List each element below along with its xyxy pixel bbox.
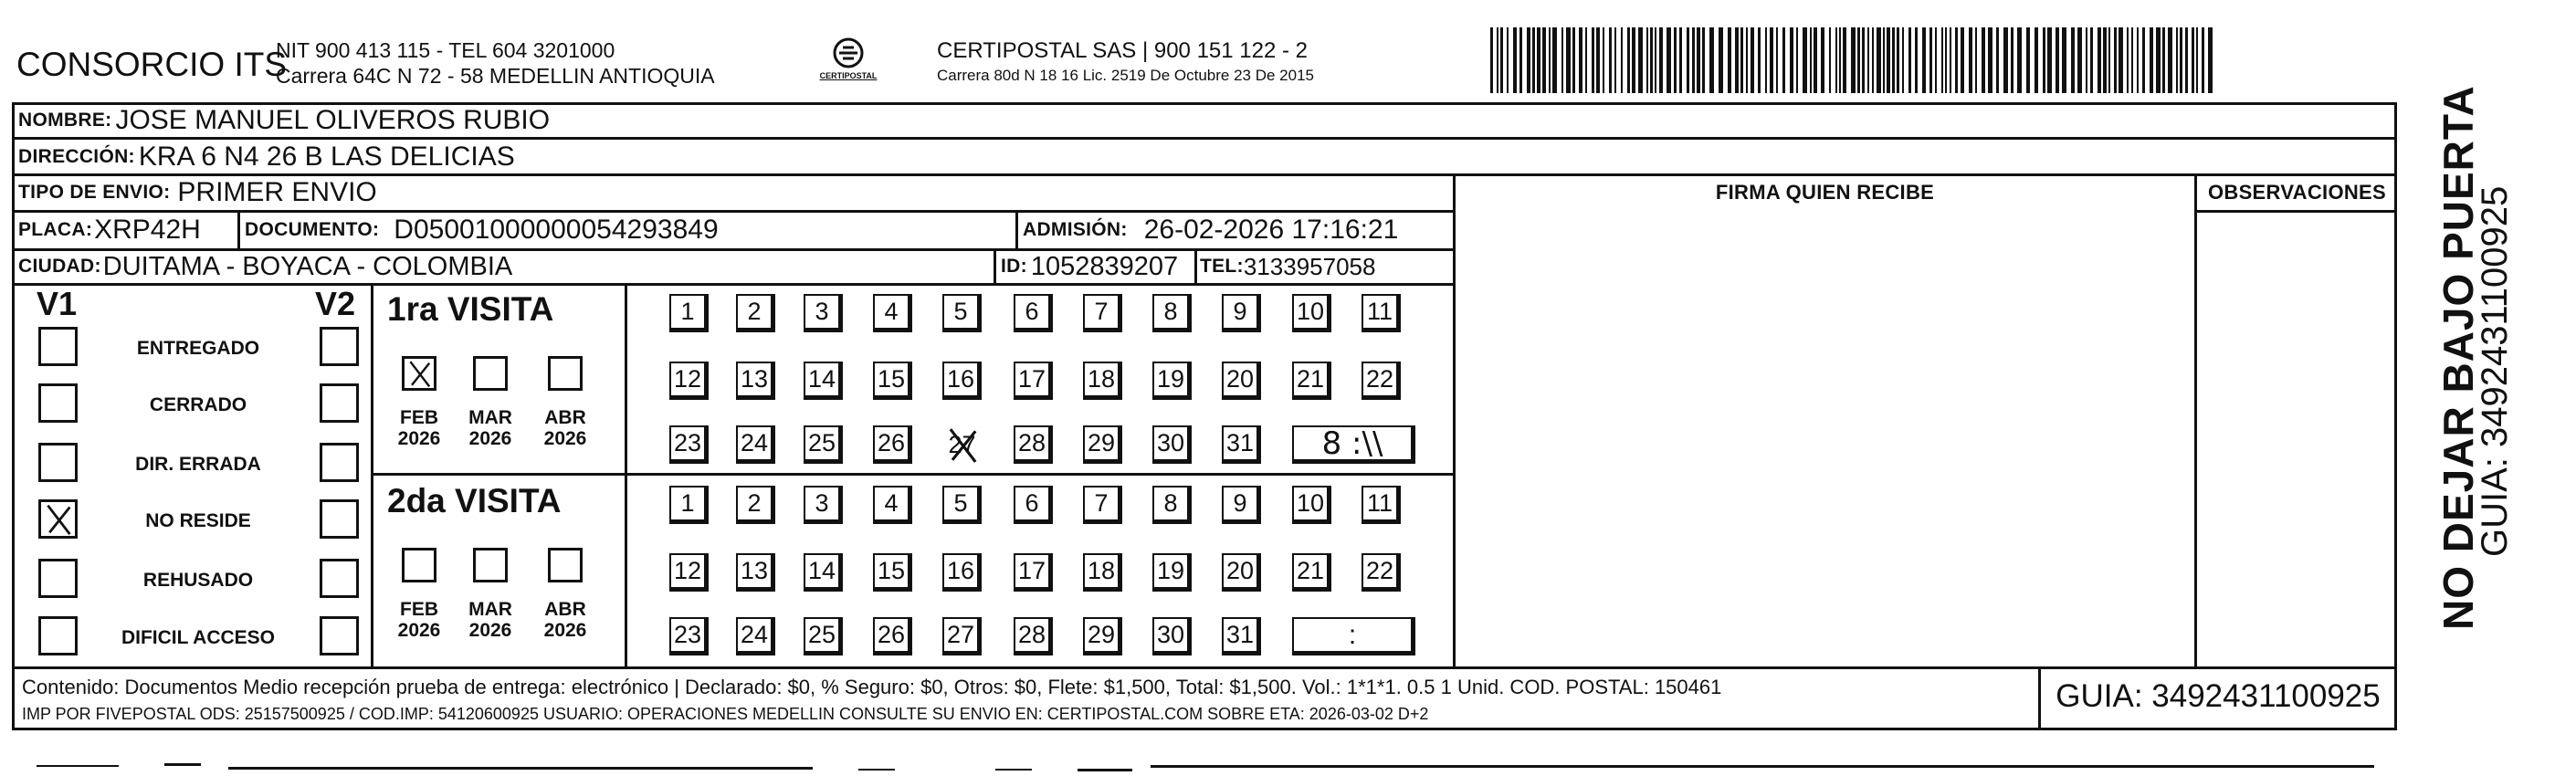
day-box[interactable]: 11 xyxy=(1362,294,1401,332)
ciudad-cell xyxy=(18,250,992,283)
status-label: NO RESIDE xyxy=(145,510,251,531)
documento-label: DOCUMENTO: xyxy=(245,219,380,240)
barcode-bar xyxy=(1674,27,1677,93)
month-label xyxy=(463,407,518,449)
month-name: ABR xyxy=(544,599,586,620)
day-box[interactable]: 19 xyxy=(1152,362,1192,400)
documento-cell xyxy=(245,212,1012,248)
logo-text: CERTIPOSTAL xyxy=(819,71,878,80)
day-box[interactable]: 22 xyxy=(1362,362,1401,400)
day-box[interactable] xyxy=(942,425,982,464)
barcode-bar xyxy=(1497,27,1498,93)
month-year: 2026 xyxy=(543,428,587,449)
barcode-bar xyxy=(1650,27,1653,93)
day-box[interactable]: 29 xyxy=(1083,425,1122,464)
barcode-bar xyxy=(2043,27,2045,93)
barcode-bar xyxy=(2011,27,2013,93)
day-box[interactable]: 20 xyxy=(1222,362,1261,400)
day-box[interactable]: 14 xyxy=(804,362,843,400)
status-v1-checkbox[interactable] xyxy=(38,499,78,539)
barcode-bar xyxy=(2162,27,2165,93)
day-box[interactable]: 13 xyxy=(736,553,775,592)
day-box[interactable]: 8 xyxy=(1152,486,1192,524)
barcode-bar xyxy=(1803,27,1807,93)
day-box[interactable]: 31 xyxy=(1222,425,1261,464)
status-label: DIR. ERRADA xyxy=(135,454,261,475)
month-checkbox[interactable] xyxy=(402,548,436,582)
barcode-bar xyxy=(1908,27,1911,93)
barcode-bar xyxy=(1513,27,1517,93)
day-box[interactable]: 17 xyxy=(1014,553,1053,592)
footer-guia: GUIA: 3492431100925 xyxy=(2056,678,2381,714)
barcode-bar xyxy=(1596,27,1600,93)
id-cell xyxy=(1001,250,1193,283)
barcode-bar xyxy=(2142,27,2145,93)
tipo-envio-label: TIPO DE ENVIO: xyxy=(18,182,171,203)
barcode-bar xyxy=(1692,27,1695,93)
barcode-bar xyxy=(1814,27,1817,93)
barcode-bar xyxy=(2137,27,2139,93)
id-label: ID: xyxy=(1001,256,1027,277)
barcode-bar xyxy=(1961,27,1964,93)
barcode-bar xyxy=(1746,27,1748,93)
tel-cell xyxy=(1200,250,1452,283)
nombre-row xyxy=(18,102,2383,139)
barcode-bar xyxy=(1969,27,1972,93)
barcode-bar xyxy=(1839,27,1841,93)
status-v2-checkbox[interactable] xyxy=(320,559,359,598)
barcode-bar xyxy=(2180,27,2182,93)
month-name: ABR xyxy=(544,407,586,428)
month-checkbox[interactable] xyxy=(473,356,508,391)
day-box[interactable]: 26 xyxy=(873,617,912,655)
barcode-bar xyxy=(2077,27,2082,93)
barcode-bar xyxy=(1728,27,1731,93)
day-box[interactable]: 12 xyxy=(669,553,709,592)
side-guia: GUIA: 3492431100925 xyxy=(2475,185,2515,557)
barcode-bar xyxy=(2035,27,2038,93)
license-line: Carrera 80d N 18 16 Lic. 2519 De Octubre 23 De 2015 xyxy=(937,67,1314,84)
status-v2-checkbox[interactable] xyxy=(320,499,359,539)
cross-mark-icon xyxy=(41,502,75,536)
barcode-bar xyxy=(2150,27,2153,93)
day-box[interactable]: 3 xyxy=(804,486,843,524)
tel-label: TEL: xyxy=(1200,256,1244,277)
barcode-bar xyxy=(1929,27,1932,93)
barcode-bar xyxy=(1975,27,1977,93)
status-v2-checkbox[interactable] xyxy=(320,616,359,655)
month-year: 2026 xyxy=(397,620,441,641)
footer-line1: Contenido: Documentos Medio recepción prueba de entrega: electrónico | Declarado: $0, % Seguro: $0, Otros: $0, Flete: $1,500, Total: $1,500. Vol.: 1*1*1. 0.5 1 Unid. COD. POSTAL: 150461 xyxy=(22,676,1722,698)
month-label xyxy=(463,599,518,641)
barcode-bar xyxy=(1758,27,1761,93)
barcode-bar xyxy=(1572,27,1575,93)
status-v1-checkbox[interactable] xyxy=(38,559,78,598)
nombre-value: JOSE MANUEL OLIVEROS RUBIO xyxy=(115,105,551,135)
barcode-bar xyxy=(1537,27,1540,93)
barcode-bar xyxy=(1592,27,1594,93)
barcode-bar xyxy=(1627,27,1630,93)
month-name: MAR xyxy=(468,407,512,428)
barcode-bar xyxy=(2127,27,2129,93)
day-box[interactable]: 25 xyxy=(804,617,843,655)
barcode-bar xyxy=(1527,27,1530,93)
barcode-bar xyxy=(2086,27,2087,93)
month-checkbox[interactable] xyxy=(402,356,436,391)
barcode-bar xyxy=(1851,27,1856,93)
barcode-bar xyxy=(2131,27,2133,93)
day-box[interactable]: 18 xyxy=(1083,362,1122,400)
day-box[interactable]: 10 xyxy=(1292,486,1331,524)
day-box[interactable]: 2 xyxy=(736,294,775,332)
day-box[interactable]: 21 xyxy=(1292,362,1331,400)
barcode-bar xyxy=(1500,27,1503,93)
day-box[interactable]: 21 xyxy=(1292,553,1331,592)
certipostal-logo-icon xyxy=(815,37,881,91)
day-box[interactable]: 24 xyxy=(736,617,775,655)
barcode-bar xyxy=(2196,27,2198,93)
day-box[interactable]: 22 xyxy=(1362,553,1401,592)
status-v1-checkbox[interactable] xyxy=(38,383,78,423)
month-year: 2026 xyxy=(397,428,441,449)
documento-value: D05001000000054293849 xyxy=(394,215,719,245)
barcode-bar xyxy=(1549,27,1551,93)
day-box[interactable]: 10 xyxy=(1292,294,1331,332)
barcode xyxy=(1490,27,2221,93)
barcode-bar xyxy=(1935,27,1937,93)
placa-cell xyxy=(18,212,236,248)
day-box[interactable]: 8 xyxy=(1152,294,1192,332)
status-v1-checkbox[interactable] xyxy=(38,327,78,366)
day-box[interactable]: 16 xyxy=(942,362,982,400)
day-box[interactable]: 30 xyxy=(1152,617,1192,655)
visit2-title: 2da VISITA xyxy=(387,482,562,519)
status-label: CERRADO xyxy=(149,394,247,415)
barcode-bar xyxy=(2047,27,2052,93)
barcode-bar xyxy=(1638,27,1643,93)
barcode-bar xyxy=(1561,27,1563,93)
barcode-bar xyxy=(2185,27,2188,93)
month-checkbox[interactable] xyxy=(548,548,583,582)
day-box[interactable]: 11 xyxy=(1362,486,1401,524)
day-box[interactable]: 23 xyxy=(669,617,709,655)
barcode-bar xyxy=(1532,27,1535,93)
id-value: 1052839207 xyxy=(1030,251,1179,281)
nombre-label: NOMBRE: xyxy=(18,110,112,131)
barcode-bar xyxy=(2108,27,2110,93)
month-checkbox[interactable] xyxy=(473,548,508,582)
month-checkbox[interactable] xyxy=(548,356,583,391)
company-name: CONSORCIO ITS xyxy=(16,46,288,83)
day-box[interactable]: 9 xyxy=(1222,294,1261,332)
day-box[interactable]: 7 xyxy=(1083,294,1122,332)
barcode-bar xyxy=(1609,27,1612,93)
direccion-value: KRA 6 N4 26 B LAS DELICIAS xyxy=(138,142,515,172)
barcode-bar xyxy=(2192,27,2194,93)
day-box[interactable]: 13 xyxy=(736,362,775,400)
day-box[interactable]: 6 xyxy=(1014,294,1053,332)
barcode-bar xyxy=(1702,27,1705,93)
barcode-bar xyxy=(1687,27,1689,93)
firma-header: FIRMA QUIEN RECIBE xyxy=(1715,181,1935,204)
barcode-bar xyxy=(1507,27,1509,93)
barcode-bar xyxy=(2156,27,2161,93)
v2-header: V2 xyxy=(315,285,356,322)
status-v2-checkbox[interactable] xyxy=(320,383,359,423)
barcode-bar xyxy=(2003,27,2008,93)
barcode-bar xyxy=(2026,27,2030,93)
barcode-bar xyxy=(1821,27,1824,93)
barcode-bar xyxy=(1892,27,1895,93)
barcode-bar xyxy=(2202,27,2204,93)
day-box[interactable]: 9 xyxy=(1222,486,1261,524)
day-box[interactable]: 1 xyxy=(669,486,709,524)
barcode-bar xyxy=(1770,27,1773,93)
day-box[interactable]: 29 xyxy=(1083,617,1122,655)
day-box[interactable]: 15 xyxy=(873,362,912,400)
day-box[interactable]: 4 xyxy=(873,294,912,332)
barcode-bar xyxy=(1877,27,1881,93)
day-box[interactable]: 28 xyxy=(1014,617,1053,655)
day-box[interactable]: 18 xyxy=(1083,553,1122,592)
barcode-bar xyxy=(1709,27,1714,93)
status-v2-checkbox[interactable] xyxy=(320,327,359,366)
tipo-envio-row xyxy=(18,175,1443,210)
barcode-bar xyxy=(2062,27,2066,93)
day-box[interactable]: 6 xyxy=(1014,486,1053,524)
observaciones-header: OBSERVACIONES xyxy=(2207,181,2386,204)
barcode-bar xyxy=(1867,27,1869,93)
month-name: FEB xyxy=(400,599,438,620)
barcode-bar xyxy=(1765,27,1767,93)
ciudad-value: DUITAMA - BOYACA - COLOMBIA xyxy=(102,251,513,281)
barcode-bar xyxy=(1740,27,1743,93)
month-label xyxy=(392,407,447,449)
barcode-bar xyxy=(1490,27,1493,93)
barcode-bar xyxy=(1621,27,1623,93)
barcode-bar xyxy=(1915,27,1918,93)
status-label: ENTREGADO xyxy=(136,338,260,359)
day-box[interactable]: 26 xyxy=(873,425,912,464)
barcode-bar xyxy=(1945,27,1947,93)
barcode-bar xyxy=(1829,27,1831,93)
month-label xyxy=(538,599,593,641)
month-year: 2026 xyxy=(468,620,512,641)
day-box[interactable]: 15 xyxy=(873,553,912,592)
day-box[interactable]: 20 xyxy=(1222,553,1261,592)
day-box[interactable]: 23 xyxy=(669,425,709,464)
barcode-bar xyxy=(1996,27,1999,93)
barcode-bar xyxy=(1857,27,1860,93)
barcode-bar xyxy=(1776,27,1778,93)
barcode-bar xyxy=(1835,27,1837,93)
visit1-title: 1ra VISITA xyxy=(387,290,554,328)
status-v1-checkbox[interactable] xyxy=(38,443,78,482)
barcode-bar xyxy=(1810,27,1812,93)
barcode-bar xyxy=(1632,27,1635,93)
cross-mark-icon xyxy=(942,425,982,464)
day-box[interactable]: 2 xyxy=(736,486,775,524)
barcode-bar xyxy=(1646,27,1648,93)
day-box[interactable]: 5 xyxy=(942,294,982,332)
barcode-bar xyxy=(2119,27,2123,93)
month-label xyxy=(538,407,593,449)
barcode-bar xyxy=(2208,27,2213,93)
barcode-bar xyxy=(1697,27,1700,93)
no-dejar-bajo-puerta: NO DEJAR BAJO PUERTA xyxy=(2434,85,2482,630)
month-year: 2026 xyxy=(543,620,587,641)
month-year: 2026 xyxy=(468,428,512,449)
status-v2-checkbox[interactable] xyxy=(320,443,359,482)
month-name: FEB xyxy=(400,407,438,428)
barcode-bar xyxy=(1566,27,1571,93)
barcode-bar xyxy=(1614,27,1616,93)
day-box[interactable]: 7 xyxy=(1083,486,1122,524)
barcode-bar xyxy=(2168,27,2172,93)
tipo-envio-value: PRIMER ENVIO xyxy=(177,177,377,207)
direccion-row xyxy=(18,139,2383,175)
direccion-label: DIRECCIÓN: xyxy=(18,146,135,167)
barcode-bar xyxy=(1872,27,1874,93)
nit-line: NIT 900 413 115 - TEL 604 3201000 xyxy=(276,38,615,62)
day-box[interactable]: 24 xyxy=(736,425,775,464)
barcode-bar xyxy=(1751,27,1754,93)
barcode-bar xyxy=(1659,27,1663,93)
day-box[interactable]: 25 xyxy=(804,425,843,464)
footer-line2: IMP POR FIVEPOSTAL ODS: 25157500925 / COD.IMP: 54120600925 USUARIO: OPERACIONES MEDELLIN CONSULTE SU ENVIO EN: CERTIPOSTAL.COM SOBRE ETA: 2026-03-02 D+2 xyxy=(22,705,1429,723)
barcode-bar xyxy=(1897,27,1899,93)
v1-header: V1 xyxy=(37,285,78,322)
admision-cell xyxy=(1023,212,1452,248)
barcode-bar xyxy=(1941,27,1943,93)
certipostal-logo xyxy=(815,37,881,91)
admision-value: 26-02-2026 17:16:21 xyxy=(1143,215,1399,245)
barcode-bar xyxy=(1719,27,1723,93)
barcode-bar xyxy=(1679,27,1682,93)
day-box[interactable]: 3 xyxy=(804,294,843,332)
barcode-bar xyxy=(2090,27,2093,93)
barcode-bar xyxy=(2071,27,2075,93)
month-label xyxy=(392,599,447,641)
day-box[interactable]: 31 xyxy=(1222,617,1261,655)
barcode-bar xyxy=(2114,27,2117,93)
month-name: MAR xyxy=(468,599,512,620)
day-box[interactable]: 4 xyxy=(873,486,912,524)
barcode-bar xyxy=(2103,27,2107,93)
barcode-bar xyxy=(1950,27,1951,93)
barcode-bar xyxy=(1922,27,1926,93)
ciudad-label: CIUDAD: xyxy=(18,256,101,277)
placa-label: PLACA: xyxy=(18,219,93,240)
barcode-bar xyxy=(1667,27,1671,93)
barcode-bar xyxy=(2098,27,2101,93)
time-box[interactable]: : xyxy=(1292,617,1415,655)
day-box[interactable]: 5 xyxy=(942,486,982,524)
day-box[interactable]: 16 xyxy=(942,553,982,592)
tel-value: 3133957058 xyxy=(1243,252,1376,280)
barcode-bar xyxy=(2017,27,2022,93)
barcode-bar xyxy=(1790,27,1793,93)
status-label: DIFICIL ACCESO xyxy=(121,627,275,648)
barcode-bar xyxy=(1735,27,1739,93)
barcode-bar xyxy=(1988,27,1992,93)
courier-line: CERTIPOSTAL SAS | 900 151 122 - 2 xyxy=(937,38,1308,63)
day-number: 27 xyxy=(948,430,976,458)
barcode-bar xyxy=(1552,27,1557,93)
cross-mark-icon xyxy=(405,359,434,388)
barcode-bar xyxy=(1843,27,1846,93)
day-box[interactable]: 1 xyxy=(669,294,709,332)
barcode-bar xyxy=(1862,27,1865,93)
day-box[interactable]: 12 xyxy=(669,362,709,400)
barcode-bar xyxy=(1887,27,1890,93)
status-label: REHUSADO xyxy=(142,570,254,591)
day-box[interactable]: 30 xyxy=(1152,425,1192,464)
barcode-bar xyxy=(1603,27,1604,93)
barcode-bar xyxy=(1883,27,1885,93)
barcode-bar xyxy=(1955,27,1958,93)
day-box[interactable]: 27 xyxy=(942,617,982,655)
status-v1-checkbox[interactable] xyxy=(38,616,78,655)
day-box[interactable]: 17 xyxy=(1014,362,1053,400)
barcode-bar xyxy=(1782,27,1785,93)
day-box[interactable]: 19 xyxy=(1152,553,1192,592)
day-box[interactable]: 14 xyxy=(804,553,843,592)
barcode-bar xyxy=(1579,27,1582,93)
day-box[interactable]: 28 xyxy=(1014,425,1053,464)
address-line: Carrera 64C N 72 - 58 MEDELLIN ANTIOQUIA xyxy=(276,64,715,88)
barcode-bar xyxy=(1982,27,1985,93)
barcode-bar xyxy=(1585,27,1587,93)
barcode-bar xyxy=(2176,27,2178,93)
barcode-bar xyxy=(1902,27,1904,93)
barcode-bar xyxy=(1655,27,1656,93)
time-box[interactable]: 8 :\\ xyxy=(1292,425,1415,464)
placa-value: XRP42H xyxy=(94,215,201,245)
barcode-bar xyxy=(1542,27,1546,93)
barcode-bar xyxy=(2056,27,2059,93)
barcode-bar xyxy=(1519,27,1522,93)
admision-label: ADMISIÓN: xyxy=(1023,219,1128,240)
barcode-bar xyxy=(1796,27,1798,93)
